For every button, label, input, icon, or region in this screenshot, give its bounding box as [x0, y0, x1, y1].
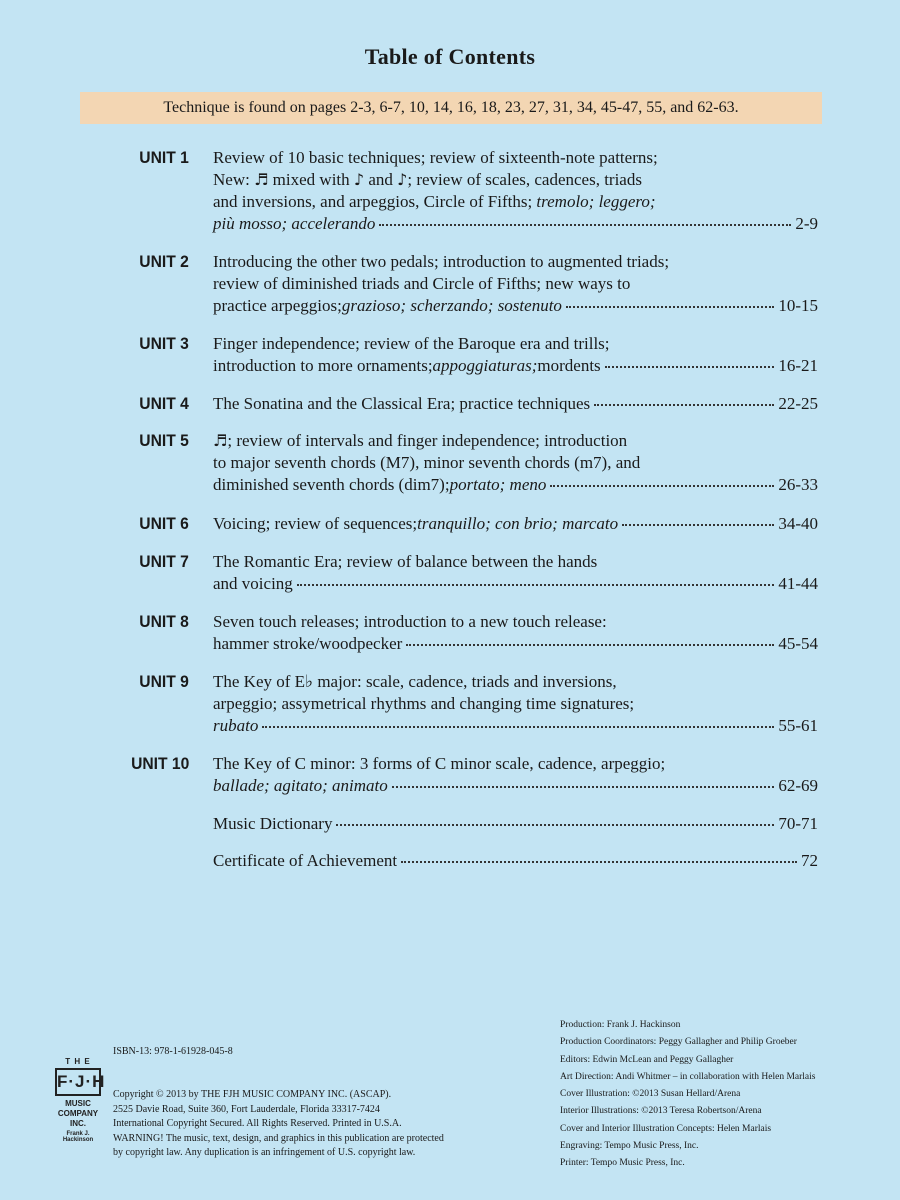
dot-leader: [392, 772, 775, 788]
unit-label: UNIT 2: [139, 252, 189, 271]
desc-line: The Key of E♭ major: scale, cadence, triads and inversions,: [213, 672, 617, 691]
page-range: 72: [801, 851, 818, 870]
desc-last-line: introduction to more ornaments; appoggiaturas; mordents 16-21: [213, 355, 818, 377]
desc-last-line: diminished seventh chords (dim7); portato; meno 26-33: [213, 474, 818, 496]
dot-leader: [262, 712, 774, 728]
eighth-note-icon: ♪: [353, 170, 365, 189]
desc-line: and inversions, and arpeggios, Circle of Fifths; tremolo; leggero;: [213, 192, 656, 211]
desc-line: The Key of C minor: 3 forms of C minor scale, cadence, arpeggio;: [213, 754, 666, 773]
page-range: 26-33: [778, 475, 818, 494]
unit-description: [213, 251, 818, 317]
unit-label: UNIT 3: [139, 334, 189, 353]
unit-label: UNIT 9: [139, 672, 189, 691]
unit-label: UNIT 5: [139, 431, 189, 450]
publisher-logo: T H E F·J·H MUSIC COMPANY INC. Frank J. Hackinson: [57, 1057, 106, 1143]
desc-line: review of diminished triads and Circle of Fifths; new ways to: [213, 274, 631, 293]
desc-line: Finger independence; review of the Baroque era and trills;: [213, 334, 610, 353]
desc-line: The Romantic Era; review of balance between the hands: [213, 552, 598, 571]
page-range: 22-25: [778, 394, 818, 413]
dot-leader: [379, 210, 791, 226]
page-range: 70-71: [778, 814, 818, 833]
page-range: 55-61: [778, 716, 818, 735]
dot-leader: [401, 847, 797, 863]
page-range: 10-15: [778, 296, 818, 315]
unit-label: UNIT 10: [130, 754, 189, 773]
technique-banner: Technique is found on pages 2-3, 6-7, 10, 14, 16, 18, 23, 27, 31, 34, 45-47, 55, and 62-63.: [80, 92, 822, 124]
dot-leader: [406, 630, 774, 646]
unit-description: [213, 513, 818, 535]
unit-label: UNIT 4: [139, 394, 189, 413]
page-range: 16-21: [778, 356, 818, 375]
dot-leader: [336, 810, 774, 826]
desc-last-line: ballade; agitato; animato 62-69: [213, 775, 818, 797]
dotted-eighth-note-icon: ♪: [397, 170, 408, 189]
desc-line: Review of 10 basic techniques; review of sixteenth-note patterns;: [213, 148, 658, 167]
desc-last-line: hammer stroke/woodpecker 45-54: [213, 633, 818, 655]
desc-line: to major seventh chords (M7), minor seventh chords (m7), and: [213, 453, 641, 472]
desc-last-line: and voicing 41-44: [213, 573, 818, 595]
dot-leader: [297, 570, 775, 586]
desc-line: ♬; review of intervals and finger independence; introduction: [213, 431, 628, 450]
unit-label: UNIT 6: [139, 514, 189, 533]
unit-description: [213, 147, 818, 235]
unit-description: [213, 753, 818, 797]
unit-label: UNIT 7: [139, 552, 189, 571]
desc-line: Introducing the other two pedals; introduction to augmented triads;: [213, 252, 670, 271]
desc-last-line: The Sonatina and the Classical Era; practice techniques 22-25: [213, 393, 818, 415]
copyright-notice: Copyright © 2013 by THE FJH MUSIC COMPANY INC. (ASCAP). 2525 Davie Road, Suite 360, Fort Lauderdale, Florida 33317-7424 International Copyright Secured. All Rights Reserved. Printed in U.S.A. WARNING! The music, text, design, and graphics in this publication are protected by copyright law. Any duplication is an infringement of U.S. copyright law.: [113, 1089, 444, 1158]
desc-line: arpeggio; assymetrical rhythms and changing time signatures;: [213, 694, 635, 713]
page-range: 62-69: [778, 776, 818, 795]
unit-description: [213, 393, 818, 415]
page-range: 2-9: [795, 214, 818, 233]
unit-description: [213, 430, 818, 496]
dot-leader: [566, 292, 774, 308]
unit-label: UNIT 1: [139, 148, 189, 167]
beamed-notes-icon: ♬: [213, 431, 228, 450]
dot-leader: [622, 510, 774, 526]
beamed-sixteenth-notes-icon: ♬: [254, 170, 269, 189]
desc-last-line: Certificate of Achievement 72: [213, 850, 818, 872]
dot-leader: [605, 352, 775, 368]
dot-leader: [550, 471, 774, 487]
desc-last-line: Voicing; review of sequences; tranquillo; con brio; marcato 34-40: [213, 513, 818, 535]
desc-last-line: Music Dictionary 70-71: [213, 813, 818, 835]
dot-leader: [594, 390, 774, 406]
desc-last-line: practice arpeggios; grazioso; scherzando; sostenuto 10-15: [213, 295, 818, 317]
page-range: 45-54: [778, 634, 818, 653]
desc-line: Seven touch releases; introduction to a new touch release:: [213, 612, 607, 631]
desc-last-line: rubato 55-61: [213, 715, 818, 737]
unit-description: [213, 333, 818, 377]
unit-label: UNIT 8: [139, 612, 189, 631]
unit-description: [213, 551, 818, 595]
desc-line: New: ♬ mixed with ♪ and ♪; review of scales, cadences, triads: [213, 170, 642, 189]
production-credits: Production: Frank J. Hackinson Production Coordinators: Peggy Gallagher and Philip Groeber Editors: Edwin McLean and Peggy Gallagher Art Direction: Andi Whitmer – in collaboration with Helen Marlais Cover Illustration: ©2013 Susan Hellard/Arena Interior Illustrations: ©2013 Teresa Robertson/Arena Cover and Interior Illustration Concepts: Helen Marlais Engraving: Tempo Music Press, Inc. Printer: Tempo Music Press, Inc.: [560, 1020, 816, 1169]
desc-last-line: più mosso; accelerando 2-9: [213, 213, 818, 235]
unit-description: [213, 611, 818, 655]
page-range: 41-44: [778, 574, 818, 593]
page-range: 34-40: [778, 514, 818, 533]
isbn: ISBN-13: 978-1-61928-045-8: [113, 1046, 233, 1057]
unit-description: [213, 671, 818, 737]
page-title: Table of Contents: [364, 44, 536, 69]
